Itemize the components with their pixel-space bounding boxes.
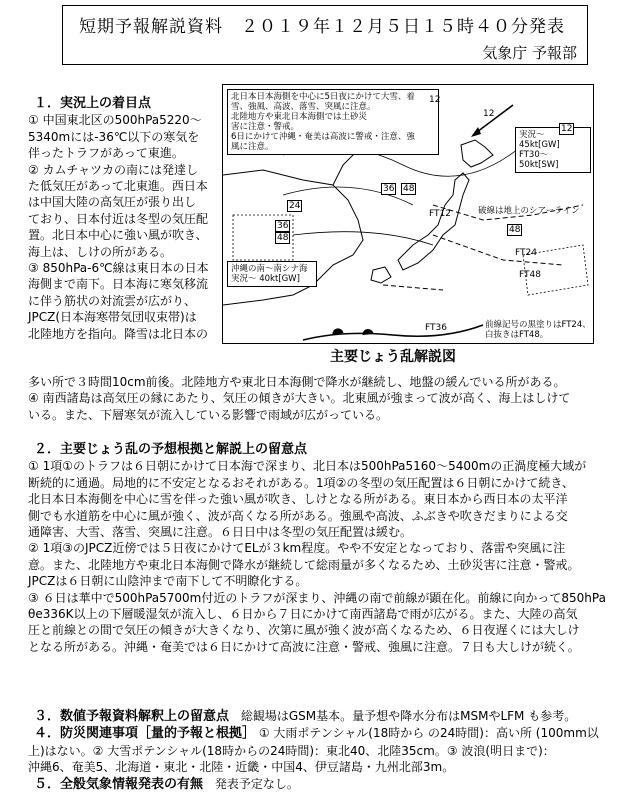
warning-line: 害に注意・警戒。 — [231, 122, 300, 132]
section3-5 — [28, 708, 618, 793]
s1-line: 海上は、しけの所がある。 — [28, 244, 173, 259]
header-box — [62, 5, 588, 65]
label-ft24: FT24 — [515, 248, 537, 258]
s1-line: 5340mには-36℃以下の寒気を — [28, 129, 200, 144]
label-ft48: FT48 — [519, 270, 541, 280]
section5-heading: ５．全般気象情報発表の有無 — [34, 776, 204, 792]
section5 — [28, 776, 618, 793]
section1-left — [28, 96, 223, 342]
section4 — [28, 725, 618, 742]
section4-heading: ４．防災関連事項［量的予報と根拠］ — [34, 726, 256, 742]
label-ft36: FT36 — [425, 323, 447, 333]
warning-line: 風に注意。 — [231, 142, 274, 152]
s1-line: ③ 850hPa-6℃線は東日本の日本 — [28, 261, 209, 276]
s1-line: ① 中国東北区の500hPa5220～ — [28, 113, 202, 128]
front-note — [485, 320, 591, 340]
s2-line: 側でも水道筋を中心に風が強く、波が高くなる所がある。強風や高波、ふぶきや吹きだまりによる交 — [28, 508, 568, 523]
warning-line: 6日にかけて沖縄・奄美は高波に警戒・注意、強 — [231, 132, 415, 142]
label-ft12: FT12 — [429, 209, 451, 219]
label-48b: 48 — [277, 233, 289, 243]
s2-line: 北日本日本海側を中心に雪を伴った強い風が吹き、しけとなる所がある。東日本から西日本の太平洋 — [28, 492, 568, 507]
map-caption: 主要じょう乱解説図 — [330, 349, 456, 365]
warning-box — [227, 89, 439, 155]
speed-line: 実況～ 45kt[GW] — [519, 130, 560, 150]
s2-line: θe336K以上の下層暖湿気が流入し、６日から７日にかけて南西諸島で雨が広がる。また、大陸の高気 — [28, 607, 578, 622]
warning-line: 北陸地方や東北日本海側では土砂災 — [231, 112, 368, 122]
s2-line: ② 1項③のJPCZ近傍では５日夜にかけてELが３km程度。やや不安定となっており、落雷や突風に注 — [28, 541, 566, 556]
okinawa-box — [227, 261, 317, 287]
section1-heading: １．実況上の着目点 — [34, 96, 152, 111]
weather-map — [222, 84, 594, 344]
s1-full-line: いる。また、下層寒気が流入している影響で雨域が広がっている。 — [28, 407, 389, 422]
s1-line: ② カムチャツカの南には発達し — [28, 162, 198, 177]
label-36: 36 — [383, 184, 395, 194]
s2-line: 意。また、北陸地方や東北日本海側で降水が継続して総雨量が多くなるため、土砂災害に注意・警戒。 — [28, 557, 580, 572]
s1-line: 伴ったトラフがあって東進。 — [28, 146, 184, 161]
s1-line: 置。北日本中心に強い風が吹き、 — [28, 228, 208, 243]
s2-line: となる所がある。沖縄・奄美では６日にかけて高波に注意・警戒、強風に注意。７日も大しけが続く。 — [28, 639, 580, 654]
s1-line: に伴う筋状の対流雲が広がり、 — [28, 293, 197, 308]
s2-line: 圧と前線との間で気圧の傾きが大きくなり、次第に風が強く波が高くなるため、６日夜遅くには大しけ — [28, 623, 580, 638]
label-12b: 12 — [483, 109, 495, 119]
section3 — [28, 708, 618, 725]
s1-line: 北陸地方を指向。降雪は北日本の — [28, 326, 209, 341]
s2-line: ① 1項①のトラフは６日朝にかけて日本海で深まり、北日本は500hPa5160～5400mの正渦度極大域が — [28, 459, 587, 474]
label-36b: 36 — [277, 221, 289, 231]
warning-line: 北日本日本海側を中心に5日夜にかけて大雪、着 — [231, 92, 415, 102]
s2-line: 通障害、大雪、落雪、突風に注意。６日日中は冬型の気圧配置は緩む。 — [28, 525, 413, 540]
s4-line: 沖縄6、奄美5、北海道・東北・北陸・近畿・中国4、伊豆諸島・九州北部3m。 — [28, 760, 455, 775]
shear-note: 破線は地上のシアーライン — [478, 206, 580, 216]
warning-line: 雪、強風、高波、落雪、突風に注意。 — [231, 102, 376, 112]
section2-heading: ２．主要じょう乱の予想根拠と解説上の留意点 — [34, 442, 308, 457]
label-12c: 12 — [429, 95, 441, 105]
okinawa-line: 実況～ 40kt[GW] — [231, 274, 300, 284]
front-note-line: 前線記号の黒塗りはFT24、 — [485, 320, 591, 330]
s1-line: ており、日本付近は冬型の気圧配 — [28, 211, 209, 226]
s1-line: JPCZ(日本海寒帯気団収束帯)は — [28, 310, 197, 325]
issuer: 気象庁 予報部 — [482, 44, 577, 62]
s4-line: ① 大雨ポテンシャル(18時から の24時間)：高い所 (100mm以 — [258, 726, 599, 741]
page-title: 短期予報解説資料 ２０１９年１２月５日１５時４０分発表 — [79, 17, 565, 37]
okinawa-line: 沖縄の南～南シナ海 — [231, 264, 308, 274]
s1-line: 海側まで南下。日本海に寒気移流 — [28, 277, 209, 292]
s2-line: 断続的に通過。局地的に不安定となるおそれがある。1項②の冬型の気圧配置は６日朝にかけて続き、 — [28, 475, 574, 490]
section3-body: 総観場はGSM基本。量予想や降水分布はMSMやLFM も参考。 — [240, 709, 577, 723]
label-48: 48 — [403, 184, 415, 194]
s1-full-line: 多い所で３時間10cm前後。北陸地方や東北日本海側で降水が継続し、地盤の緩んでいる所がある。 — [28, 375, 566, 389]
section3-heading: ３．数値予報資料解釈上の留意点 — [34, 709, 230, 724]
s2-line: ③ ６日は華中で500hPa5700m付近のトラフが深まり、沖縄の南で前線が顕在化。前線に向かって850hPa — [28, 590, 606, 605]
label-24: 24 — [289, 201, 301, 211]
section1-full — [28, 374, 618, 423]
s1-line: は中国大陸の高気圧が張り出し — [28, 195, 197, 210]
front-note-line: 白抜きはFT48。 — [485, 330, 549, 340]
s4-line: 上)はない。② 大雪ポテンシャル(18時からの24時間)：東北40、北陸35cm。③ 波浪(明日まで)： — [28, 743, 555, 758]
s2-line: JPCZは６日朝に山陰沖まで南下して不明瞭化する。 — [28, 574, 308, 589]
section2 — [28, 442, 618, 655]
s1-full-line: ④ 南西諸島は高気圧の縁にあたり、気圧の傾きが大きい。北東風が強まって波が高く、海上はしけて — [28, 391, 571, 406]
section5-body: 発表予定なし。 — [214, 776, 299, 791]
label-48c: 48 — [509, 225, 521, 235]
speed-box — [515, 127, 591, 173]
speed-line: FT30～ 50kt[SW] — [519, 150, 559, 170]
s1-line: た低気圧があって北東進。西日本 — [28, 179, 208, 194]
label-12: 12 — [561, 124, 573, 134]
